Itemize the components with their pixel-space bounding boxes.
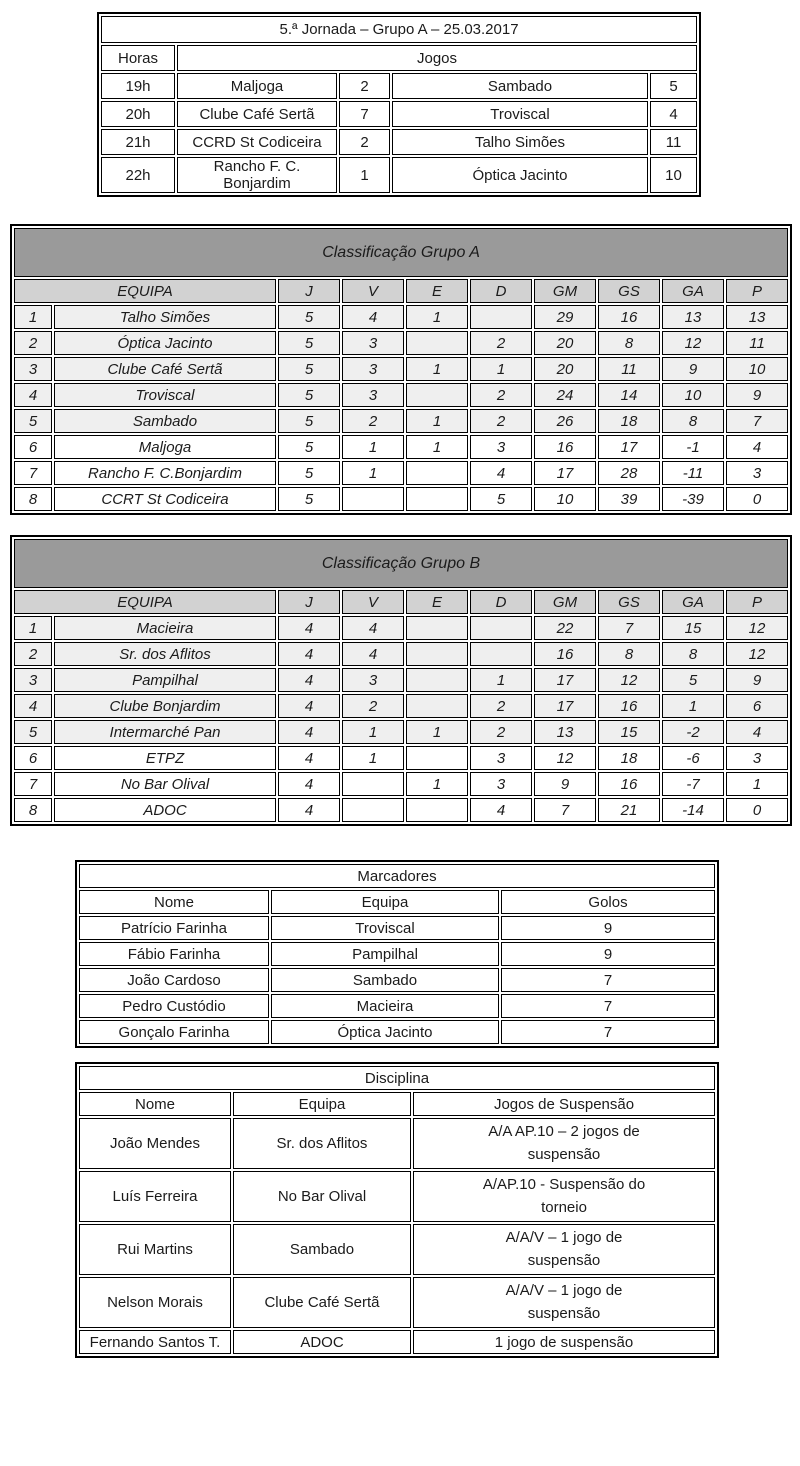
discipline-row — [79, 1277, 715, 1328]
stat-d — [470, 642, 532, 666]
marcadores-title: Marcadores — [79, 864, 715, 888]
team-cell: Intermarché Pan — [54, 720, 276, 744]
col-header-v: V — [342, 590, 404, 614]
stat-p: 12 — [726, 642, 788, 666]
home-team: Maljoga — [177, 73, 337, 99]
match-time: 20h — [101, 101, 175, 127]
discipline-row — [79, 1224, 715, 1275]
scorer-team: Sambado — [271, 968, 499, 992]
stat-j: 5 — [278, 357, 340, 381]
scorer-goals: 7 — [501, 994, 715, 1018]
stat-ga: -6 — [662, 746, 724, 770]
standings-row — [14, 746, 788, 770]
suspension-cell — [413, 1118, 715, 1169]
col-header-gs: GS — [598, 279, 660, 303]
stat-d: 1 — [470, 357, 532, 381]
stat-d: 2 — [470, 720, 532, 744]
stat-gm: 24 — [534, 383, 596, 407]
stat-ga: -7 — [662, 772, 724, 796]
scorer-name: Pedro Custódio — [79, 994, 269, 1018]
stat-v: 2 — [342, 409, 404, 433]
suspension-cell — [413, 1224, 715, 1275]
standings-row — [14, 642, 788, 666]
rank-cell: 8 — [14, 487, 52, 511]
stat-v — [342, 772, 404, 796]
rank-cell: 1 — [14, 305, 52, 329]
grupo-b-header-row — [14, 590, 788, 614]
standings-row — [14, 798, 788, 822]
standings-row — [14, 668, 788, 692]
jornada-header-horas: Horas — [101, 45, 175, 71]
scorer-goals: 9 — [501, 942, 715, 966]
suspension-text: A/AP.10 - Suspensão do torneio — [482, 1176, 646, 1216]
stat-ga: 12 — [662, 331, 724, 355]
col-header-equipa: Equipa — [271, 890, 499, 914]
away-score: 11 — [650, 129, 697, 155]
stat-ga: 9 — [662, 357, 724, 381]
stat-p: 3 — [726, 746, 788, 770]
marcadores-table — [75, 860, 719, 1048]
stat-v: 1 — [342, 746, 404, 770]
team-cell: ETPZ — [54, 746, 276, 770]
rank-cell: 6 — [14, 435, 52, 459]
player-name: Fernando Santos T. — [79, 1330, 231, 1354]
stat-gs: 16 — [598, 694, 660, 718]
team-cell: Talho Simões — [54, 305, 276, 329]
stat-j: 4 — [278, 642, 340, 666]
stat-e — [406, 668, 468, 692]
scorer-row — [79, 994, 715, 1018]
stat-p: 0 — [726, 798, 788, 822]
col-header-e: E — [406, 279, 468, 303]
home-score: 2 — [339, 73, 390, 99]
grupo-b-title-row — [14, 539, 788, 588]
stat-gm: 17 — [534, 461, 596, 485]
standings-row — [14, 616, 788, 640]
stat-v: 3 — [342, 668, 404, 692]
stat-j: 5 — [278, 461, 340, 485]
stat-gs: 21 — [598, 798, 660, 822]
stat-p: 4 — [726, 720, 788, 744]
match-row — [101, 101, 697, 127]
col-header-ga: GA — [662, 279, 724, 303]
home-team: Rancho F. C. Bonjardim — [177, 157, 337, 193]
match-time: 19h — [101, 73, 175, 99]
stat-ga: -11 — [662, 461, 724, 485]
stat-v: 1 — [342, 720, 404, 744]
stat-p: 4 — [726, 435, 788, 459]
team-cell: Macieira — [54, 616, 276, 640]
stat-e: 1 — [406, 409, 468, 433]
scorer-team: Pampilhal — [271, 942, 499, 966]
stat-p: 7 — [726, 409, 788, 433]
stat-gs: 39 — [598, 487, 660, 511]
stat-p: 3 — [726, 461, 788, 485]
jornada-title: 5.ª Jornada – Grupo A – 25.03.2017 — [101, 16, 697, 43]
stat-ga: -14 — [662, 798, 724, 822]
stat-d: 3 — [470, 746, 532, 770]
stat-ga: 15 — [662, 616, 724, 640]
player-team: ADOC — [233, 1330, 411, 1354]
stat-j: 5 — [278, 409, 340, 433]
away-team: Troviscal — [392, 101, 648, 127]
player-team: No Bar Olival — [233, 1171, 411, 1222]
stat-v: 3 — [342, 331, 404, 355]
stat-gm: 10 — [534, 487, 596, 511]
disciplina-title-row — [79, 1066, 715, 1090]
col-header-jogos-suspensao: Jogos de Suspensão — [413, 1092, 715, 1116]
team-cell: Troviscal — [54, 383, 276, 407]
stat-j: 5 — [278, 305, 340, 329]
standings-row — [14, 694, 788, 718]
team-cell: Óptica Jacinto — [54, 331, 276, 355]
stat-v: 3 — [342, 383, 404, 407]
col-header-p: P — [726, 279, 788, 303]
grupo-b-table — [10, 535, 792, 826]
stat-gm: 20 — [534, 357, 596, 381]
stat-d — [470, 305, 532, 329]
stat-e — [406, 694, 468, 718]
rank-cell: 2 — [14, 642, 52, 666]
marcadores-title-row — [79, 864, 715, 888]
stat-gs: 7 — [598, 616, 660, 640]
stat-j: 4 — [278, 668, 340, 692]
rank-cell: 1 — [14, 616, 52, 640]
scorer-row — [79, 916, 715, 940]
stat-gm: 17 — [534, 694, 596, 718]
standings-row — [14, 383, 788, 407]
grupo-a-title: Classificação Grupo A — [14, 228, 788, 277]
rank-cell: 4 — [14, 383, 52, 407]
stat-gs: 8 — [598, 331, 660, 355]
grupo-a-table — [10, 224, 792, 515]
col-header-golos: Golos — [501, 890, 715, 914]
standings-row — [14, 487, 788, 511]
stat-d: 2 — [470, 383, 532, 407]
rank-cell: 5 — [14, 720, 52, 744]
disciplina-title: Disciplina — [79, 1066, 715, 1090]
col-header-j: J — [278, 590, 340, 614]
col-header-j: J — [278, 279, 340, 303]
stat-p: 9 — [726, 668, 788, 692]
rank-cell: 4 — [14, 694, 52, 718]
team-cell: Clube Bonjardim — [54, 694, 276, 718]
stat-j: 4 — [278, 746, 340, 770]
stat-e — [406, 616, 468, 640]
scorer-name: Patrício Farinha — [79, 916, 269, 940]
disciplina-header-row — [79, 1092, 715, 1116]
stat-p: 0 — [726, 487, 788, 511]
player-team: Sr. dos Aflitos — [233, 1118, 411, 1169]
stat-e — [406, 461, 468, 485]
scorer-name: João Cardoso — [79, 968, 269, 992]
jornada-table — [97, 12, 701, 197]
standings-row — [14, 435, 788, 459]
grupo-a-title-row — [14, 228, 788, 277]
stat-ga: -2 — [662, 720, 724, 744]
stat-gm: 13 — [534, 720, 596, 744]
stat-d: 4 — [470, 461, 532, 485]
stat-p: 13 — [726, 305, 788, 329]
rank-cell: 3 — [14, 668, 52, 692]
standings-row — [14, 357, 788, 381]
stat-p: 11 — [726, 331, 788, 355]
col-header-gm: GM — [534, 590, 596, 614]
stat-ga: 1 — [662, 694, 724, 718]
scorer-name: Fábio Farinha — [79, 942, 269, 966]
standings-row — [14, 331, 788, 355]
stat-v — [342, 487, 404, 511]
jornada-title-row — [101, 16, 697, 43]
stat-gs: 16 — [598, 305, 660, 329]
grupo-a-header-row — [14, 279, 788, 303]
col-header-gm: GM — [534, 279, 596, 303]
team-cell: Sr. dos Aflitos — [54, 642, 276, 666]
stat-e: 1 — [406, 305, 468, 329]
stat-gs: 28 — [598, 461, 660, 485]
col-header-equipa: Equipa — [233, 1092, 411, 1116]
stat-v: 1 — [342, 435, 404, 459]
team-cell: ADOC — [54, 798, 276, 822]
scorer-name: Gonçalo Farinha — [79, 1020, 269, 1044]
stat-ga: -1 — [662, 435, 724, 459]
stat-ga: 8 — [662, 409, 724, 433]
stat-gm: 9 — [534, 772, 596, 796]
standings-row — [14, 461, 788, 485]
stat-v — [342, 798, 404, 822]
team-cell: Rancho F. C.Bonjardim — [54, 461, 276, 485]
stat-j: 5 — [278, 331, 340, 355]
away-score: 4 — [650, 101, 697, 127]
col-header-v: V — [342, 279, 404, 303]
scorer-team: Macieira — [271, 994, 499, 1018]
suspension-cell — [413, 1330, 715, 1354]
away-score: 5 — [650, 73, 697, 99]
home-team: CCRD St Codiceira — [177, 129, 337, 155]
team-cell: Pampilhal — [54, 668, 276, 692]
stat-j: 5 — [278, 383, 340, 407]
stat-gs: 16 — [598, 772, 660, 796]
player-name: Rui Martins — [79, 1224, 231, 1275]
stat-ga: -39 — [662, 487, 724, 511]
stat-e: 1 — [406, 772, 468, 796]
scorer-goals: 9 — [501, 916, 715, 940]
stat-e: 1 — [406, 720, 468, 744]
player-team: Sambado — [233, 1224, 411, 1275]
stat-d: 1 — [470, 668, 532, 692]
team-cell: No Bar Olival — [54, 772, 276, 796]
scorer-team: Troviscal — [271, 916, 499, 940]
player-name: Luís Ferreira — [79, 1171, 231, 1222]
stat-gm: 26 — [534, 409, 596, 433]
suspension-text: A/A/V – 1 jogo de suspensão — [505, 1229, 623, 1269]
stat-e — [406, 331, 468, 355]
stat-gs: 17 — [598, 435, 660, 459]
stat-gs: 18 — [598, 746, 660, 770]
col-header-nome: Nome — [79, 890, 269, 914]
stat-gs: 11 — [598, 357, 660, 381]
stat-e — [406, 487, 468, 511]
stat-e: 1 — [406, 357, 468, 381]
disciplina-table — [75, 1062, 719, 1358]
suspension-text: 1 jogo de suspensão — [494, 1333, 634, 1351]
home-score: 1 — [339, 157, 390, 193]
stat-gs: 8 — [598, 642, 660, 666]
match-time: 22h — [101, 157, 175, 193]
jornada-header-row — [101, 45, 697, 71]
stat-e — [406, 642, 468, 666]
stat-p: 9 — [726, 383, 788, 407]
stat-gm: 12 — [534, 746, 596, 770]
player-name: João Mendes — [79, 1118, 231, 1169]
match-row — [101, 73, 697, 99]
match-time: 21h — [101, 129, 175, 155]
standings-row — [14, 720, 788, 744]
stat-ga: 8 — [662, 642, 724, 666]
page — [0, 12, 800, 1466]
stat-d: 3 — [470, 435, 532, 459]
discipline-row — [79, 1171, 715, 1222]
away-team: Sambado — [392, 73, 648, 99]
home-score: 2 — [339, 129, 390, 155]
stat-p: 1 — [726, 772, 788, 796]
team-cell: Maljoga — [54, 435, 276, 459]
col-header-equipa: EQUIPA — [14, 279, 276, 303]
stat-v: 1 — [342, 461, 404, 485]
rank-cell: 2 — [14, 331, 52, 355]
away-score: 10 — [650, 157, 697, 193]
stat-d: 5 — [470, 487, 532, 511]
rank-cell: 6 — [14, 746, 52, 770]
marcadores-header-row — [79, 890, 715, 914]
scorer-row — [79, 968, 715, 992]
rank-cell: 8 — [14, 798, 52, 822]
scorer-row — [79, 1020, 715, 1044]
player-name: Nelson Morais — [79, 1277, 231, 1328]
stat-gm: 29 — [534, 305, 596, 329]
rank-cell: 3 — [14, 357, 52, 381]
away-team: Talho Simões — [392, 129, 648, 155]
stat-v: 3 — [342, 357, 404, 381]
stat-gs: 18 — [598, 409, 660, 433]
scorer-goals: 7 — [501, 1020, 715, 1044]
stat-j: 4 — [278, 616, 340, 640]
stat-gm: 17 — [534, 668, 596, 692]
stat-gs: 15 — [598, 720, 660, 744]
discipline-row — [79, 1330, 715, 1354]
stat-e — [406, 746, 468, 770]
stat-gs: 14 — [598, 383, 660, 407]
stat-d: 2 — [470, 331, 532, 355]
col-header-p: P — [726, 590, 788, 614]
suspension-text: A/A AP.10 – 2 jogos de suspensão — [488, 1123, 640, 1163]
col-header-gs: GS — [598, 590, 660, 614]
scorer-goals: 7 — [501, 968, 715, 992]
stat-v: 2 — [342, 694, 404, 718]
team-cell: CCRT St Codiceira — [54, 487, 276, 511]
stat-j: 4 — [278, 720, 340, 744]
home-score: 7 — [339, 101, 390, 127]
rank-cell: 7 — [14, 772, 52, 796]
stat-e — [406, 383, 468, 407]
stat-d — [470, 616, 532, 640]
rank-cell: 5 — [14, 409, 52, 433]
col-header-d: D — [470, 590, 532, 614]
stat-gm: 7 — [534, 798, 596, 822]
stat-d: 3 — [470, 772, 532, 796]
col-header-ga: GA — [662, 590, 724, 614]
stat-gm: 20 — [534, 331, 596, 355]
col-header-e: E — [406, 590, 468, 614]
stat-ga: 13 — [662, 305, 724, 329]
stat-d: 4 — [470, 798, 532, 822]
standings-row — [14, 772, 788, 796]
suspension-cell — [413, 1171, 715, 1222]
stat-gm: 16 — [534, 435, 596, 459]
stat-e — [406, 798, 468, 822]
stat-v: 4 — [342, 616, 404, 640]
stat-j: 5 — [278, 435, 340, 459]
match-row — [101, 157, 697, 193]
match-row — [101, 129, 697, 155]
col-header-equipa: EQUIPA — [14, 590, 276, 614]
home-team: Clube Café Sertã — [177, 101, 337, 127]
stat-d: 2 — [470, 694, 532, 718]
stat-p: 10 — [726, 357, 788, 381]
stat-j: 5 — [278, 487, 340, 511]
rank-cell: 7 — [14, 461, 52, 485]
team-cell: Sambado — [54, 409, 276, 433]
stat-j: 4 — [278, 798, 340, 822]
scorer-team: Óptica Jacinto — [271, 1020, 499, 1044]
stat-gs: 12 — [598, 668, 660, 692]
stat-v: 4 — [342, 305, 404, 329]
team-cell: Clube Café Sertã — [54, 357, 276, 381]
jornada-header-jogos: Jogos — [177, 45, 697, 71]
scorer-row — [79, 942, 715, 966]
grupo-b-title: Classificação Grupo B — [14, 539, 788, 588]
stat-e: 1 — [406, 435, 468, 459]
stat-p: 6 — [726, 694, 788, 718]
stat-p: 12 — [726, 616, 788, 640]
stat-d: 2 — [470, 409, 532, 433]
away-team: Óptica Jacinto — [392, 157, 648, 193]
stat-v: 4 — [342, 642, 404, 666]
standings-row — [14, 305, 788, 329]
stat-j: 4 — [278, 772, 340, 796]
stat-gm: 22 — [534, 616, 596, 640]
stat-ga: 10 — [662, 383, 724, 407]
suspension-text: A/A/V – 1 jogo de suspensão — [505, 1282, 623, 1322]
suspension-cell — [413, 1277, 715, 1328]
stat-gm: 16 — [534, 642, 596, 666]
col-header-d: D — [470, 279, 532, 303]
stat-ga: 5 — [662, 668, 724, 692]
discipline-row — [79, 1118, 715, 1169]
standings-row — [14, 409, 788, 433]
col-header-nome: Nome — [79, 1092, 231, 1116]
player-team: Clube Café Sertã — [233, 1277, 411, 1328]
stat-j: 4 — [278, 694, 340, 718]
